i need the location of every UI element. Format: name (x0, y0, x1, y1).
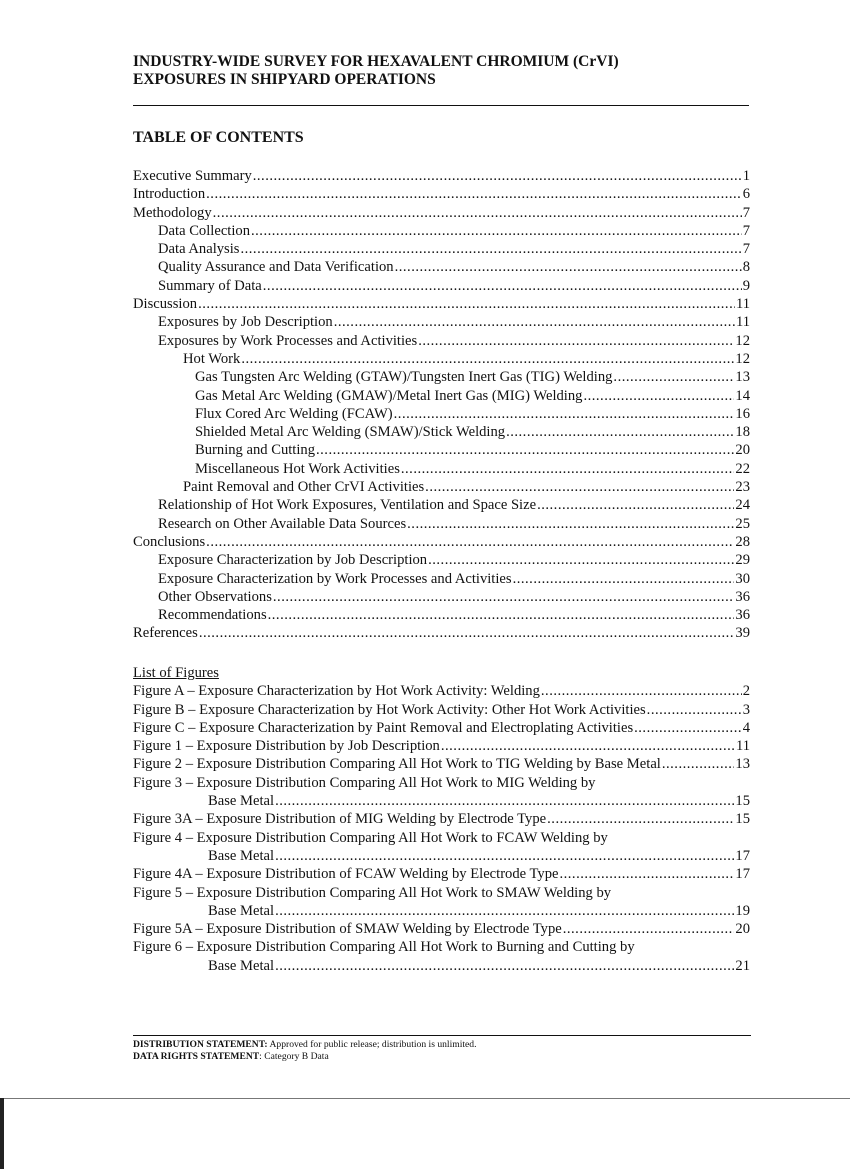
toc-entry (133, 423, 750, 441)
toc-entry-page: 23 (735, 479, 750, 496)
toc-entry-label: Data Analysis (158, 241, 240, 258)
dot-leader (275, 792, 734, 810)
toc-entry-label: Conclusions (133, 533, 206, 550)
dot-leader (275, 902, 734, 920)
toc-entry-label: Exposure Characterization by Job Description (158, 552, 428, 569)
figure-entry-label: Figure 5A – Exposure Distribution of SMAW Welding by Electrode Type (133, 921, 562, 938)
toc-entry-label: Hot Work (183, 350, 241, 367)
toc-entry-page: 1 (742, 168, 750, 184)
dot-leader (425, 478, 734, 496)
dot-leader (559, 865, 734, 883)
toc-entry-label: Exposure Characterization by Work Processes and Activities (158, 570, 512, 587)
dot-leader (275, 847, 734, 865)
distribution-label: DISTRIBUTION STATEMENT: (133, 1039, 268, 1050)
toc-entry (133, 570, 750, 588)
toc-entry-page: 6 (742, 186, 750, 203)
dot-leader (634, 719, 742, 737)
dot-leader (662, 755, 735, 773)
figure-entry-continuation: Base Metal (208, 957, 275, 974)
figure-entry-page: 17 (735, 866, 750, 883)
figure-entry (133, 737, 750, 755)
toc-entry-label: Gas Tungsten Arc Welding (GTAW)/Tungsten Inert Gas (TIG) Welding (195, 369, 613, 386)
dot-leader (506, 423, 734, 441)
toc-entry-label: Recommendations (158, 607, 267, 624)
figure-entry-label: Figure 4A – Exposure Distribution of FCAW Welding by Electrode Type (133, 866, 559, 883)
toc-entry (133, 551, 750, 569)
figure-entry-continuation: Base Metal (208, 847, 275, 864)
figure-entry-page: 15 (735, 793, 750, 810)
toc-entry (133, 185, 750, 203)
dot-leader (541, 682, 742, 700)
toc-entry-page: 16 (735, 405, 750, 422)
dot-leader (263, 277, 742, 295)
toc-entry-page: 36 (735, 588, 750, 605)
dot-leader (273, 588, 735, 606)
dot-leader (401, 460, 735, 478)
dot-leader (441, 737, 735, 755)
distribution-text: Approved for public release; distribution is unlimited. (267, 1039, 477, 1050)
dot-leader (394, 405, 735, 423)
toc-entry (133, 478, 750, 496)
rights-text: : Category B Data (259, 1051, 329, 1062)
toc-entry-label: Research on Other Available Data Sources (158, 515, 407, 532)
toc-entry-page: 12 (735, 350, 750, 367)
toc-entry (133, 387, 750, 405)
figure-entry (133, 847, 750, 865)
toc-entry (133, 405, 750, 423)
toc-entry-page: 9 (742, 277, 750, 294)
toc-entry (133, 295, 750, 313)
toc-entry-label: Introduction (133, 186, 206, 203)
dot-leader (206, 185, 742, 203)
figure-entry (133, 920, 750, 938)
toc-entry-page: 39 (735, 625, 750, 642)
toc-entry-page: 13 (735, 369, 750, 386)
toc-entry (133, 240, 750, 258)
dot-leader (198, 295, 735, 313)
figure-entry-label: Figure 4 – Exposure Distribution Comparing All Hot Work to FCAW Welding by (133, 829, 608, 846)
toc-entry (133, 350, 750, 368)
dot-leader (583, 387, 734, 405)
toc-entry-page: 22 (735, 460, 750, 477)
figure-entry-label: Figure 1 – Exposure Distribution by Job Description (133, 738, 440, 755)
figure-entry-page: 3 (742, 701, 750, 718)
toc-entry-label: Burning and Cutting (195, 442, 315, 459)
footer (133, 1039, 477, 1063)
figure-entry-page: 4 (742, 719, 750, 736)
toc-entry-label: Summary of Data (158, 277, 262, 294)
dot-leader (418, 332, 734, 350)
toc-entry-label: Shielded Metal Arc Welding (SMAW)/Stick Welding (195, 424, 506, 441)
figure-entry-page: 21 (735, 957, 750, 974)
dot-leader (407, 515, 734, 533)
figures-heading: List of Figures (133, 665, 219, 681)
dot-leader (275, 957, 734, 975)
toc-entry-page: 36 (735, 607, 750, 624)
dot-leader (206, 533, 734, 551)
toc-entry (133, 313, 750, 331)
dot-leader (251, 222, 742, 240)
dot-leader (547, 810, 734, 828)
dot-leader (537, 496, 734, 514)
toc-entry-page: 11 (735, 296, 750, 313)
figure-entry (133, 682, 750, 700)
toc-entry-page: 29 (735, 552, 750, 569)
dot-leader (334, 313, 735, 331)
toc-entry (133, 624, 750, 642)
figure-entry-label: Figure 3 – Exposure Distribution Comparing All Hot Work to MIG Welding by (133, 774, 596, 791)
figure-entry-page: 15 (735, 811, 750, 828)
toc-entry-page: 28 (735, 533, 750, 550)
toc-entry-label: Exposures by Work Processes and Activities (158, 332, 418, 349)
figure-entry (133, 957, 750, 975)
toc-heading: TABLE OF CONTENTS (133, 129, 304, 146)
toc-entry-page: 30 (735, 570, 750, 587)
toc-entry (133, 533, 750, 551)
figure-entry-page: 19 (735, 902, 750, 919)
figure-entry-page: 11 (735, 738, 750, 755)
toc-entry (133, 588, 750, 606)
toc-entry-label: Relationship of Hot Work Exposures, Ventilation and Space Size (158, 497, 537, 514)
toc-entry-page: 14 (735, 387, 750, 404)
toc-entry-label: References (133, 625, 198, 642)
toc-entry (133, 258, 750, 276)
dot-leader (213, 204, 742, 222)
toc-entry (133, 496, 750, 514)
footer-divider (133, 1035, 751, 1036)
toc-entry (133, 222, 750, 240)
dot-leader (395, 258, 742, 276)
toc-entry-page: 8 (742, 259, 750, 276)
toc-entry (133, 606, 750, 624)
figure-entry (133, 902, 750, 920)
toc-entry-label: Methodology (133, 204, 212, 221)
dot-leader (241, 350, 734, 368)
figure-entry-continuation: Base Metal (208, 902, 275, 919)
dot-leader (240, 240, 741, 258)
toc-entry (133, 515, 750, 533)
toc-entry-page: 11 (735, 314, 750, 331)
figure-entry-page: 20 (735, 921, 750, 938)
toc-entry-label: Discussion (133, 296, 198, 313)
toc-entry (133, 368, 750, 386)
dot-leader (428, 551, 734, 569)
toc-entry-page: 24 (735, 497, 750, 514)
toc-entry-page: 7 (742, 204, 750, 221)
title-line-1: INDUSTRY-WIDE SURVEY FOR HEXAVALENT CHROMIUM (CrVI) (133, 53, 619, 70)
toc-entry-label: Executive Summary (133, 168, 252, 184)
toc-entry-label: Data Collection (158, 222, 250, 239)
toc-entry-page: 18 (735, 424, 750, 441)
dot-leader (647, 701, 742, 719)
figure-entry-label: Figure A – Exposure Characterization by Hot Work Activity: Welding (133, 683, 540, 700)
toc-entry-label: Miscellaneous Hot Work Activities (195, 460, 400, 477)
figure-entry (133, 865, 750, 883)
figure-entry (133, 701, 750, 719)
title-divider (133, 105, 749, 106)
figure-entry-label: Figure 2 – Exposure Distribution Comparing All Hot Work to TIG Welding by Base Metal (133, 756, 661, 773)
dot-leader (253, 167, 742, 185)
figure-entry (133, 792, 750, 810)
scan-edge-mark (0, 1098, 4, 1169)
toc-entry-page: 7 (742, 241, 750, 258)
document-title (133, 53, 753, 89)
toc-entry (133, 441, 750, 459)
list-of-figures (133, 664, 750, 975)
figure-entry-label: Figure C – Exposure Characterization by Paint Removal and Electroplating Activities (133, 719, 634, 736)
figure-entry (133, 719, 750, 737)
dot-leader (563, 920, 735, 938)
scan-edge-line (0, 1098, 850, 1099)
figure-entry-label: Figure 5 – Exposure Distribution Comparing All Hot Work to SMAW Welding by (133, 884, 612, 901)
toc-entry-page: 12 (735, 332, 750, 349)
toc-entry-label: Flux Cored Arc Welding (FCAW) (195, 405, 393, 422)
toc-entry-label: Exposures by Job Description (158, 314, 333, 331)
toc-entry-label: Other Observations (158, 588, 272, 605)
table-of-contents (133, 167, 750, 643)
title-line-2: EXPOSURES IN SHIPYARD OPERATIONS (133, 71, 436, 88)
distribution-statement (133, 1039, 477, 1051)
toc-entry-page: 25 (735, 515, 750, 532)
figure-entry-label: Figure 6 – Exposure Distribution Comparing All Hot Work to Burning and Cutting by (133, 939, 635, 956)
dot-leader (199, 624, 735, 642)
toc-entry-label: Quality Assurance and Data Verification (158, 259, 394, 276)
rights-label: DATA RIGHTS STATEMENT (133, 1051, 260, 1062)
toc-entry-label: Gas Metal Arc Welding (GMAW)/Metal Inert Gas (MIG) Welding (195, 387, 583, 404)
dot-leader (268, 606, 735, 624)
figure-entry-continuation: Base Metal (208, 793, 275, 810)
dot-leader (316, 441, 734, 459)
toc-entry (133, 167, 750, 185)
figure-entry (133, 810, 750, 828)
toc-entry-page: 20 (735, 442, 750, 459)
toc-entry (133, 277, 750, 295)
figure-entry (133, 755, 750, 773)
figure-entry-page: 13 (735, 756, 750, 773)
figure-entry-label: Figure B – Exposure Characterization by Hot Work Activity: Other Hot Work Activities (133, 701, 646, 718)
toc-entry (133, 204, 750, 222)
figure-entry-page: 17 (735, 847, 750, 864)
figure-entry-page: 2 (742, 683, 750, 700)
figure-entry-label: Figure 3A – Exposure Distribution of MIG Welding by Electrode Type (133, 811, 547, 828)
dot-leader (513, 570, 735, 588)
dot-leader (613, 368, 734, 386)
data-rights-statement (133, 1051, 477, 1063)
toc-entry-label: Paint Removal and Other CrVI Activities (183, 479, 425, 496)
toc-entry-page: 7 (742, 222, 750, 239)
toc-entry (133, 332, 750, 350)
toc-entry (133, 460, 750, 478)
